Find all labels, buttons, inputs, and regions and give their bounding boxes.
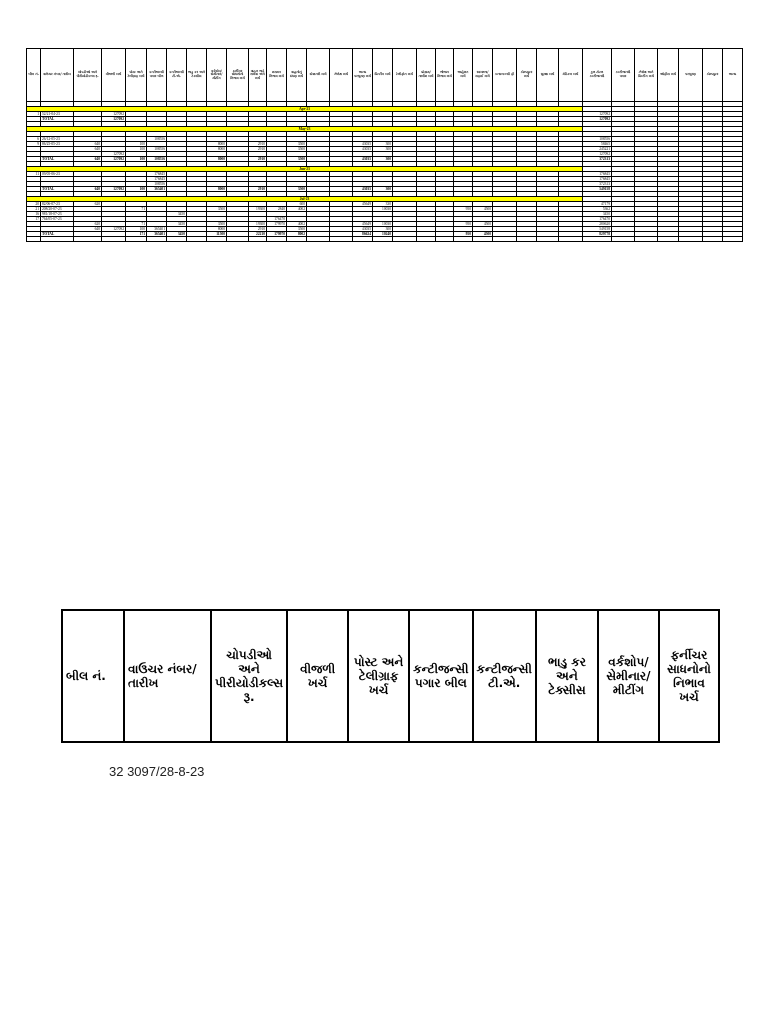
table-cell: 620 xyxy=(74,202,102,207)
table-cell: 127092 xyxy=(102,157,126,162)
zoomed-column-header: વાઉચર નંબર/ તારીખ xyxy=(124,610,211,742)
table-cell: 372313 xyxy=(583,157,612,162)
table-cell: 179970 xyxy=(267,222,287,227)
table-cell: 8000 xyxy=(207,187,227,192)
column-header: ફર્નીચર સાધનોનો નિભાવ ખર્ચ xyxy=(227,49,249,102)
table-cell xyxy=(307,237,330,242)
column-header: કન્ટીજન્સી પગાર xyxy=(612,49,635,102)
table-cell xyxy=(703,237,723,242)
table-cell: 100 xyxy=(126,227,147,232)
table-cell: 43035 xyxy=(353,157,373,162)
table-cell xyxy=(635,237,658,242)
table-cell: 176845 xyxy=(147,172,167,177)
table-cell: 127092 xyxy=(102,227,126,232)
table-cell xyxy=(227,237,249,242)
column-header: ઝેરોક્ષ ખર્ચ xyxy=(330,49,353,102)
table-cell: 45649 xyxy=(353,222,373,227)
table-cell xyxy=(454,237,473,242)
table-cell: 549158 xyxy=(583,187,612,192)
zoomed-column-header: કન્ટીજન્સી પગાર બીલ xyxy=(409,610,472,742)
table-cell: 8000 xyxy=(207,142,227,147)
table-cell: 2910 xyxy=(249,147,267,152)
table-cell: 3500 xyxy=(287,227,307,232)
column-header: વીજળી ખર્ચ xyxy=(102,49,126,102)
column-header: અન્ય xyxy=(723,49,743,102)
column-header: કુલ ટોટલ કન્ટીજન્સી xyxy=(583,49,612,102)
table-cell: 86/25-05-23 xyxy=(41,142,74,147)
table-cell: 176470 xyxy=(267,217,287,222)
table-cell xyxy=(493,237,517,242)
column-header: કોમ્પ્યુટર ખર્ચ xyxy=(517,49,537,102)
table-cell xyxy=(167,237,187,242)
table-cell: 300 xyxy=(373,157,393,162)
table-cell: 3500 xyxy=(287,147,307,152)
column-header: બીલ નં. xyxy=(27,49,41,102)
table-cell xyxy=(27,237,41,242)
table-cell: 549158 xyxy=(583,227,612,232)
column-header: વાહન ભાડે રાખવા અંગે ખર્ચ xyxy=(249,49,267,102)
table-cell xyxy=(102,237,126,242)
table-cell: 4500 xyxy=(473,232,493,237)
column-header: વર્કશોપ/ સેમીનાર/ મીટીંગ xyxy=(207,49,227,102)
table-cell: 43035 xyxy=(353,227,373,232)
table-cell: 45649 xyxy=(353,202,373,207)
column-header: ઝેરોક્ષ અને પ્રિન્ટીંગ ખર્ચ xyxy=(635,49,658,102)
column-header: ચોપડીઓ અને પીરીયોડીકલ્સ રૂ. xyxy=(74,49,102,102)
table-cell xyxy=(393,237,417,242)
table-cell: 176845 xyxy=(583,177,612,182)
table-cell xyxy=(353,237,373,242)
table-cell: 950 xyxy=(454,222,473,227)
table-cell: 2840 xyxy=(267,207,287,212)
table-cell: 3450 xyxy=(167,212,187,217)
table-cell: 3500 xyxy=(287,187,307,192)
zoomed-column-header: વર્કશોપ/ સેમીનાર/ મીટીંગ xyxy=(598,610,659,742)
column-header: ઓફીસ ખર્ચ xyxy=(658,49,679,102)
table-cell: 9 xyxy=(27,142,41,147)
month-label: Jun-23 xyxy=(27,167,583,172)
table-cell: 100 xyxy=(126,157,147,162)
table-cell: 82/06-07-23 xyxy=(41,202,74,207)
table-cell: 640 xyxy=(74,147,102,152)
table-cell: 10030 xyxy=(373,207,393,212)
column-header: વાહનોનું ઇંધણ ખર્ચ xyxy=(287,49,307,102)
table-cell: 372313 xyxy=(583,182,612,187)
table-cell: 1 xyxy=(27,112,41,117)
table-cell: TOTAL xyxy=(41,187,74,192)
zoomed-column-header: ભાડુ કર અને ટેક્સીસ xyxy=(536,610,598,742)
table-cell xyxy=(41,237,74,242)
table-cell: 108556 xyxy=(147,147,167,152)
table-cell: 176470 xyxy=(583,217,612,222)
table-cell xyxy=(207,237,227,242)
table-cell: 3500 xyxy=(287,157,307,162)
month-label: May-23 xyxy=(27,127,583,132)
table-cell: 16 xyxy=(27,212,41,217)
zoomed-column-header: કન્ટીજન્સી ટી.એ. xyxy=(473,610,536,742)
table-cell: 208/20-07-23 xyxy=(41,207,74,212)
table-cell: 365401 xyxy=(147,187,167,192)
table-cell: 2910 xyxy=(249,157,267,162)
table-cell: 2910 xyxy=(249,227,267,232)
column-header: ટેલીફોન ખર્ચ xyxy=(393,49,417,102)
table-cell: 47179 xyxy=(583,202,612,207)
column-header: સ્ટેશનરી ખર્ચ xyxy=(307,49,330,102)
table-cell: 280620 xyxy=(583,222,612,227)
table-cell xyxy=(537,237,559,242)
table-cell: 3450 xyxy=(583,212,612,217)
zoomed-column-header: વીજળી ખર્ચ xyxy=(287,610,348,742)
table-cell: 3500 xyxy=(207,207,227,212)
table-cell xyxy=(147,237,167,242)
table-cell: 171 xyxy=(126,232,147,237)
table-cell: 2910 xyxy=(249,187,267,192)
blank-row xyxy=(27,237,743,242)
month-label: Apr-23 xyxy=(27,107,583,112)
table-cell: 52/21-04-23 xyxy=(41,112,74,117)
table-cell: 3500 xyxy=(207,222,227,227)
table-cell xyxy=(679,237,703,242)
voucher-note: 32 3097/28-8-23 xyxy=(109,764,205,779)
table-cell: 3450 xyxy=(167,222,187,227)
table-cell xyxy=(559,237,583,242)
table-cell: 950 xyxy=(454,207,473,212)
table-cell: 43035 xyxy=(353,187,373,192)
table-cell: 981/18-07-23 xyxy=(41,212,74,217)
column-header: કોમ્પ્યુટર xyxy=(703,49,723,102)
table-cell: 108556 xyxy=(147,157,167,162)
table-cell: 5362 xyxy=(583,207,612,212)
expense-table xyxy=(26,48,743,242)
table-cell: 8002 xyxy=(287,232,307,237)
table-cell: 43035 xyxy=(353,142,373,147)
table-cell: 127092 xyxy=(102,112,126,117)
column-header: કન્સલ્ટન્સી ફી xyxy=(493,49,517,102)
table-cell: 8000 xyxy=(207,157,227,162)
table-cell: 300 xyxy=(373,147,393,152)
table-cell: 300 xyxy=(373,187,393,192)
table-cell: 10240 xyxy=(373,232,393,237)
table-cell: 43035 xyxy=(353,147,373,152)
table-cell: 108556 xyxy=(583,137,612,142)
table-cell: 8000 xyxy=(207,147,227,152)
table-cell: 100 xyxy=(126,142,147,147)
zoomed-column-header: પોસ્ટ અને ટેલીગ્રાફ ખર્ચ xyxy=(348,610,409,742)
table-cell xyxy=(249,237,267,242)
table-cell: 620 xyxy=(74,222,102,227)
table-cell: 3450 xyxy=(167,232,187,237)
table-cell: 22210 xyxy=(249,232,267,237)
table-cell: 127092 xyxy=(102,187,126,192)
table-cell: 127092 xyxy=(583,152,612,157)
column-header: પ્રિન્ટીંગ ખર્ચ xyxy=(373,49,393,102)
column-header: વાઉચર નંબર/ તારીખ xyxy=(41,49,74,102)
table-cell: 330 xyxy=(373,202,393,207)
header-row xyxy=(27,49,743,102)
table-cell xyxy=(517,237,537,242)
table-cell: 2910 xyxy=(249,142,267,147)
expense-spreadsheet xyxy=(26,48,742,284)
table-cell: 245221 xyxy=(583,147,612,152)
column-header: કન્ટીજન્સી પગાર બીલ xyxy=(147,49,167,102)
table-cell: 17 xyxy=(27,217,41,222)
table-cell xyxy=(126,237,147,242)
table-cell: 71 xyxy=(126,207,147,212)
table-cell: 640 xyxy=(74,157,102,162)
table-cell: 829778 xyxy=(583,232,612,237)
column-header: કન્ટીજન્સી ટી.એ. xyxy=(167,49,187,102)
column-header: સ્વચ્છતા/ સફાઈ ખર્ચ xyxy=(473,49,493,102)
table-cell: 6 xyxy=(27,137,41,142)
zoomed-header-row xyxy=(62,610,719,742)
table-cell: 365401 xyxy=(147,232,167,237)
column-header: અન્ય પરચુરણ ખર્ચ xyxy=(353,49,373,102)
table-cell: 86624 xyxy=(353,232,373,237)
table-cell: 176845 xyxy=(147,177,167,182)
table-cell: 300 xyxy=(373,227,393,232)
table-cell: 300 xyxy=(373,142,393,147)
table-cell: 71 xyxy=(126,222,147,227)
table-cell: 4002 xyxy=(287,207,307,212)
table-cell: 127092 xyxy=(583,112,612,117)
column-header: ભાડુ કર અને ટેક્સીસ xyxy=(187,49,207,102)
table-cell: 764/05-07-23 xyxy=(41,217,74,222)
column-header: મરામત નિભાવ ખર્ચ xyxy=(267,49,287,102)
table-cell: 365401 xyxy=(147,227,167,232)
column-header: પરચુરણ xyxy=(679,49,703,102)
table-cell: TOTAL xyxy=(41,157,74,162)
table-cell: 640 xyxy=(74,227,102,232)
table-cell: 179970 xyxy=(267,232,287,237)
table-cell: 58465 xyxy=(583,142,612,147)
table-cell xyxy=(74,237,102,242)
table-cell: 21 xyxy=(27,207,41,212)
table-cell xyxy=(267,237,287,242)
table-cell: 176845 xyxy=(583,172,612,177)
table-cell: 4002 xyxy=(287,222,307,227)
month-label: Jul-23 xyxy=(27,197,583,202)
table-cell xyxy=(330,237,353,242)
table-cell xyxy=(583,237,612,242)
table-cell: 11500 xyxy=(207,232,227,237)
table-cell: 20 xyxy=(27,202,41,207)
table-cell: 127092 xyxy=(102,152,126,157)
column-header: પ્રોગ્રામ/ તાલીમ ખર્ચ xyxy=(417,49,436,102)
column-header: સુરક્ષા ખર્ચ xyxy=(537,49,559,102)
table-cell: 8000 xyxy=(207,227,227,232)
table-cell: 640 xyxy=(74,142,102,147)
table-cell: 4500 xyxy=(473,207,493,212)
table-cell xyxy=(436,237,454,242)
zoomed-column-header: ચોપડીઓ અને પીરીયોડીકલ્સ રૂ. xyxy=(211,610,287,742)
table-cell: 108556 xyxy=(147,137,167,142)
table-cell: TOTAL xyxy=(41,232,74,237)
table-cell: 10030 xyxy=(373,222,393,227)
table-cell xyxy=(417,237,436,242)
zoomed-column-header: બીલ નં. xyxy=(62,610,124,742)
table-cell xyxy=(373,237,393,242)
table-cell: 127092 xyxy=(102,117,126,122)
table-cell: 640 xyxy=(74,187,102,192)
column-header: ભોજન નિભાવ ખર્ચ xyxy=(436,49,454,102)
table-cell: 127092 xyxy=(583,117,612,122)
table-cell: 100 xyxy=(126,147,147,152)
table-cell: 100 xyxy=(126,187,147,192)
column-header: પોસ્ટ અને ટેલીગ્રાફ ખર્ચ xyxy=(126,49,147,102)
table-cell: TOTAL xyxy=(41,117,74,122)
table-cell xyxy=(187,237,207,242)
table-cell xyxy=(723,237,743,242)
table-cell xyxy=(658,237,679,242)
table-cell: 09/05-06-23 xyxy=(41,172,74,177)
table-cell: 950 xyxy=(454,232,473,237)
table-cell xyxy=(612,237,635,242)
column-header: મેડિકલ ખર્ચ xyxy=(559,49,583,102)
table-cell: 4500 xyxy=(473,222,493,227)
table-cell: 19300 xyxy=(249,222,267,227)
table-cell: 19300 xyxy=(249,207,267,212)
table-cell: 600 xyxy=(287,202,307,207)
table-cell xyxy=(473,237,493,242)
zoomed-column-header: ફર્નીચર સાધનોનો નિભાવ ખર્ચ xyxy=(659,610,719,742)
table-cell xyxy=(287,237,307,242)
table-cell: 11 xyxy=(27,172,41,177)
zoomed-header-table xyxy=(61,609,720,743)
table-cell: 108556 xyxy=(147,182,167,187)
table-cell: 26/12-05-23 xyxy=(41,137,74,142)
column-header: જાહેરાત ખર્ચ xyxy=(454,49,473,102)
table-cell: 3500 xyxy=(287,142,307,147)
